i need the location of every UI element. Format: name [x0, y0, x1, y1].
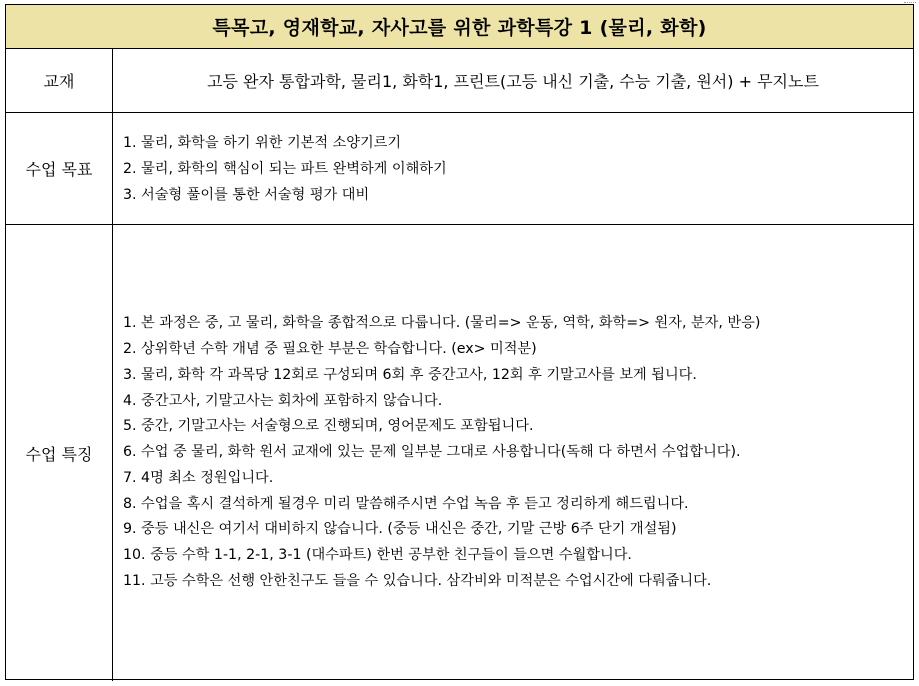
features-list [113, 225, 913, 681]
goal-item: 2. 물리, 화학의 핵심이 되는 파트 완벽하게 이해하기 [123, 160, 447, 177]
goal-item: 3. 서술형 풀이를 통한 서술형 평가 대비 [123, 186, 370, 203]
feature-item: 5. 중간, 기말고사는 서술형으로 진행되며, 영어문제도 포함됩니다. [123, 418, 534, 435]
feature-item: 2. 상위학년 수학 개념 중 필요한 부분은 학습합니다. (ex> 미적분) [123, 340, 537, 357]
goals-label: 수업 목표 [6, 113, 113, 224]
table-title: 특목고, 영재학교, 자사고를 위한 과학특강 1 (물리, 화학) [6, 5, 913, 49]
features-content [113, 225, 913, 681]
feature-item: 8. 수업을 혹시 결석하게 될경우 미리 말씀해주시면 수업 녹음 후 듣고 정리하게 해드립니다. [123, 495, 689, 512]
feature-item: 6. 수업 중 물리, 화학 원서 교재에 있는 문제 일부분 그대로 사용합니다(독해 다 하면서 수업합니다). [123, 444, 741, 461]
course-info-table [5, 4, 914, 680]
features-label: 수업 특징 [6, 225, 113, 681]
feature-item: 11. 고등 수학은 선행 안한친구도 들을 수 있습니다. 삼각비와 미적분은 수업시간에 다뤄줍니다. [123, 573, 712, 590]
feature-item: 3. 물리, 화학 각 과목당 12회로 구성되며 6회 후 중간고사, 12회 후 기말고사를 보게 됩니다. [123, 366, 697, 383]
textbook-label: 교재 [6, 49, 113, 112]
feature-item: 1. 본 과정은 중, 고 물리, 화학을 종합적으로 다룹니다. (물리=> 운동, 역학, 화학=> 원자, 분자, 반응) [123, 315, 761, 332]
cell-corner-marker [904, 2, 916, 4]
goals-row [6, 113, 913, 225]
goal-item: 1. 물리, 화학을 하기 위한 기본적 소양기르기 [123, 134, 402, 151]
textbook-value: 고등 완자 통합과학, 물리1, 화학1, 프린트(고등 내신 기출, 수능 기출, 원서) + 무지노트 [207, 72, 819, 91]
textbook-row [6, 49, 913, 113]
feature-item: 10. 중등 수학 1-1, 2-1, 3-1 (대수파트) 한번 공부한 친구들이 들으면 수월합니다. [123, 547, 632, 564]
feature-item: 7. 4명 최소 정원입니다. [123, 469, 274, 486]
feature-item: 9. 중등 내신은 여기서 대비하지 않습니다. (중등 내신은 중간, 기말 근방 6주 단기 개설됨) [123, 521, 677, 538]
feature-item: 4. 중간고사, 기말고사는 회차에 포함하지 않습니다. [123, 392, 443, 409]
features-row [6, 225, 913, 681]
goals-content [113, 113, 913, 224]
goals-list [113, 113, 913, 224]
